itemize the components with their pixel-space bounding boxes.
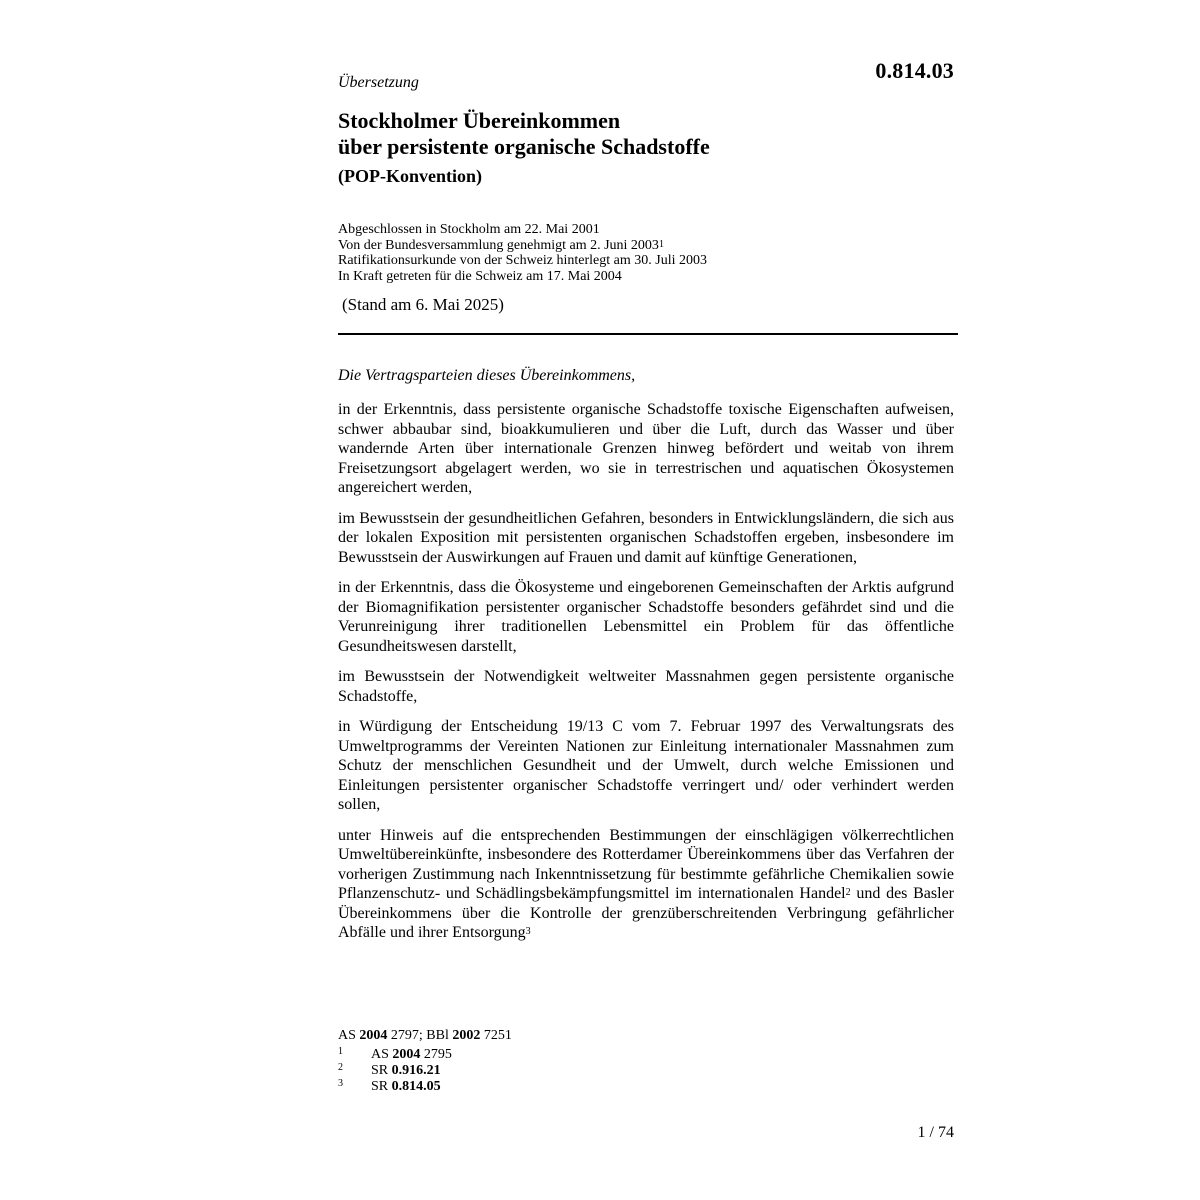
ratified-date: Ratifikationsurkunde von der Schweiz hinterlegt am 30. Juli 2003 xyxy=(338,253,707,268)
in-force-date: In Kraft getreten für die Schweiz am 17. Mai 2004 xyxy=(338,268,622,284)
translation-label: Übersetzung xyxy=(338,74,419,91)
title-line-1: Stockholmer Übereinkommen xyxy=(338,108,621,133)
short-title: (POP-Konvention) xyxy=(338,166,482,186)
sr-number: 0.814.03 xyxy=(875,58,954,83)
footnote-text: SR 0.916.21 xyxy=(371,1063,441,1078)
footnote-ref-3: 3 xyxy=(525,926,531,937)
page-number: 1 / 74 xyxy=(917,1124,954,1141)
footnote-text: AS 2004 2795 xyxy=(371,1047,452,1062)
preamble-paragraph-1: in der Erkenntnis, dass persistente organische Schadstoffe toxische Eigenschaften aufweisen, schwer abbaubar sind, bioakkumulieren und über die Luft, durch das Wasser und über wandernde Arten über internationale Grenzen hinweg befördert und weitab von ihrem Freisetzungsort abgelagert werden, wo sie in terrestrischen und aquatischen Ökosystemen angereichert werden, xyxy=(338,401,954,496)
footnote-2 xyxy=(338,1062,512,1078)
footnote-number: 3 xyxy=(338,1078,343,1089)
preamble-paragraph-5: in Würdigung der Entscheidung 19/13 C vom 7. Februar 1997 des Verwaltungsrats des Umweltprogramms der Vereinten Nationen zur Einleitung internationaler Massnahmen zum Schutz der menschlichen Gesundheit und der Umwelt, durch welche Emissionen und Einleitungen persistenter organischer Schadstoffe verringert und/ oder verhindert werden sollen, xyxy=(338,718,954,813)
preamble-paragraph-3: in der Erkenntnis, dass die Ökosysteme und eingeborenen Gemeinschaften der Arktis aufgrund der Biomagnifikation persistenter organischer Schadstoffe besonders gefährdet sind und die Verunreinigung ihrer traditionellen Lebensmittel ein Problem für das öffentliche Gesundheitswesen darstellt, xyxy=(338,579,954,655)
footnote-ref-2: 2 xyxy=(845,887,851,898)
approved-date: Von der Bundesversammlung genehmigt am 2. Juni 2003$^1$ xyxy=(338,237,664,253)
preamble-paragraph-4: im Bewusstsein der Notwendigkeit weltweiter Massnahmen gegen persistente organische Schadstoffe, xyxy=(338,668,954,705)
dates-block xyxy=(338,222,707,284)
title-line-2: über persistente organische Schadstoffe xyxy=(338,134,710,159)
document-title xyxy=(338,108,958,160)
preamble-paragraph-6: unter Hinweis auf die entsprechenden Bestimmungen der einschlägigen völkerrechtlichen Umweltübereinkünfte, insbesondere des Rotterdamer Übereinkommens über das Verfahren der vorherigen Zustimmung nach Inkenntnissetzung für bestimmte gefährliche Chemikalien sowie Pflanzenschutz- und Schädlingsbekämpfungsmittel im internationalen Handel$^2$ und des Basler Übereinkommens über die Kontrolle der grenzüberschreitenden Verbringung gefährlicher Abfälle und ihrer Entsorgung$^3$ xyxy=(338,826,955,941)
footnote-3 xyxy=(338,1078,512,1094)
concluded-date: Abgeschlossen in Stockholm am 22. Mai 2001 xyxy=(338,222,600,237)
footnotes xyxy=(338,1027,512,1094)
preamble-body xyxy=(338,400,954,954)
footnote-number: 2 xyxy=(338,1062,343,1073)
preamble-paragraph-2: im Bewusstsein der gesundheitlichen Gefahren, besonders in Entwicklungsländern, die sich aus der lokalen Exposition mit persistenten organischen Schadstoffen ergeben, insbesondere im Bewusstsein der Auswirkungen auf Frauen und damit auf künftige Generationen, xyxy=(338,509,954,566)
source-reference: AS 2004 2797; BBl 2002 7251 xyxy=(338,1028,512,1043)
footnote-1 xyxy=(338,1046,512,1062)
header-divider xyxy=(338,333,958,335)
footnote-ref-1: 1 xyxy=(658,238,664,250)
footnote-text: SR 0.814.05 xyxy=(371,1079,441,1094)
preamble-heading: Die Vertragsparteien dieses Übereinkommens, xyxy=(338,367,636,384)
footnote-number: 1 xyxy=(338,1046,343,1057)
status-date: (Stand am 6. Mai 2025) xyxy=(342,295,504,314)
